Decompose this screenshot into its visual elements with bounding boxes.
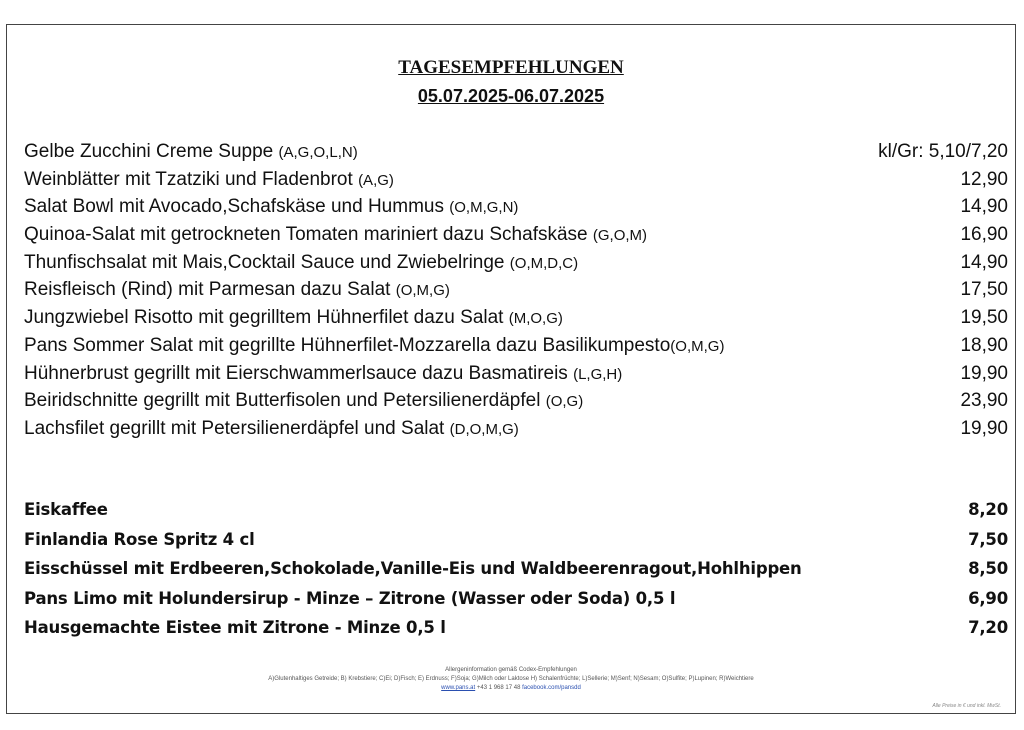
dish-name: Reisfleisch (Rind) mit Parmesan dazu Salat [24,279,396,301]
dish-text [24,166,394,195]
dish-allergens: (A,G,O,L,N) [278,144,358,161]
dish-row [24,249,1008,277]
drink-row [24,554,1008,584]
drinks-desserts-list [24,495,1008,643]
dish-name: Pans Sommer Salat mit gegrillte Hühnerfilet-Mozzarella dazu Basilikumpesto [24,334,671,356]
price-note: Alle Preise in € und inkl. MwSt. [932,703,1001,709]
menu-page [6,24,1016,714]
dish-name: Weinblätter mit Tzatziki und Fladenbrot [24,168,359,190]
dish-name: Salat Bowl mit Avocado,Schafskäse und Hummus [24,196,450,218]
date-range: 05.07.2025-06.07.2025 [417,86,605,106]
drink-price: 6,90 [968,588,1008,608]
dish-allergens: (O,G) [545,393,584,411]
dish-name: Lachsfilet gegrillt mit Petersilienerdäpfel und Salat [24,417,450,439]
dish-row [24,387,1008,415]
dish-row [24,193,1008,221]
facebook-link[interactable]: facebook.com/pansdd [522,685,581,691]
drink-row [24,525,1008,555]
allergen-footer [7,666,1015,693]
dish-price: 19,90 [960,362,1008,384]
dish-allergens: (O,M,G) [670,337,725,355]
dish-name: Thunfischsalat mit Mais,Cocktail Sauce und Zwiebelringe [24,251,510,273]
dish-name: Beiridschnitte gegrillt mit Butterfisolen und Petersilienerdäpfel [24,390,546,412]
allergen-legend: A)Glutenhaltiges Getreide; B) Krebstiere; C)Ei; D)Fisch; E) Erdnuss; F)Soja; G)Milch oder Laktose H) Schalenfrüchte; L)Sellerie; M)Senf; N)Sesam; O)Sulfite; P)Lupinen; R)Weichtiere [268,676,754,682]
dish-allergens: (L,G,H) [573,365,623,383]
dish-text [24,221,647,250]
dish-price: 23,90 [960,390,1008,412]
dish-text [24,138,358,167]
dish-text [24,332,724,361]
drink-price: 8,20 [968,500,1008,519]
dish-name: Jungzwiebel Risotto mit gegrilltem Hühnerfilet dazu Salat [24,307,509,329]
drink-row [24,495,1008,525]
dish-text [24,360,622,389]
drink-name: Eisschüssel mit Erdbeeren,Schokolade,Vanille-Eis und Waldbeerenragout,Hohlhippen [24,559,802,578]
dish-row [24,221,1008,249]
dish-price: 17,50 [960,279,1008,301]
drink-name: Pans Limo mit Holundersirup - Minze – Zitrone (Wasser oder Soda) 0,5 l [24,588,676,608]
dish-row [24,276,1008,304]
allergen-heading: Allergeninformation gemäß Codex-Empfehlungen [445,667,577,673]
dish-row [24,332,1008,360]
dish-allergens: (A,G) [358,171,394,189]
menu-title: TAGESEMPFEHLUNGEN [398,57,624,78]
drink-row [24,584,1008,614]
dish-allergens: (O,M,G) [395,282,450,300]
dish-allergens: (O,M,D,C) [509,254,579,272]
dish-text [24,193,518,222]
drink-row [24,613,1008,643]
dish-row [24,166,1008,194]
dish-list [24,138,1008,443]
dish-row [24,304,1008,332]
dish-text [24,276,450,305]
drink-price: 7,20 [968,618,1008,637]
dish-text [24,249,578,278]
dish-row [24,360,1008,388]
drink-price: 7,50 [968,529,1008,549]
contact-line [7,684,1015,693]
dish-price: 19,90 [960,417,1008,439]
dish-allergens: (G,O,M) [592,227,648,245]
dish-name: Gelbe Zucchini Creme Suppe [24,141,279,162]
website-link[interactable]: www.pans.at [441,685,476,691]
dish-price: 18,90 [960,334,1008,356]
dish-price: 12,90 [960,168,1008,190]
phone-number: +43 1 968 17 48 [476,685,521,691]
drink-name: Hausgemachte Eistee mit Zitrone - Minze 0,5 l [24,618,446,637]
dish-name: Hühnerbrust gegrillt mit Eierschwammerlsauce dazu Basmatireis [24,362,574,384]
dish-allergens: (M,O,G) [508,310,563,328]
dish-text [24,304,563,333]
dish-name: Quinoa-Salat mit getrockneten Tomaten mariniert dazu Schafskäse [24,224,593,246]
drink-price: 8,50 [968,559,1008,578]
dish-price: 19,50 [960,307,1008,329]
dish-text [24,415,519,444]
dish-row [24,415,1008,443]
dish-allergens: (D,O,M,G) [449,420,519,438]
drink-name: Finlandia Rose Spritz 4 cl [24,529,255,549]
dish-price: 14,90 [960,251,1008,273]
dish-text [24,387,583,416]
dish-price: 16,90 [960,224,1008,246]
dish-price: 14,90 [960,196,1008,218]
drink-name: Eiskaffee [24,500,108,519]
dish-row [24,138,1008,166]
dish-allergens: (O,M,G,N) [449,199,519,217]
dish-price: kl/Gr: 5,10/7,20 [878,141,1008,162]
